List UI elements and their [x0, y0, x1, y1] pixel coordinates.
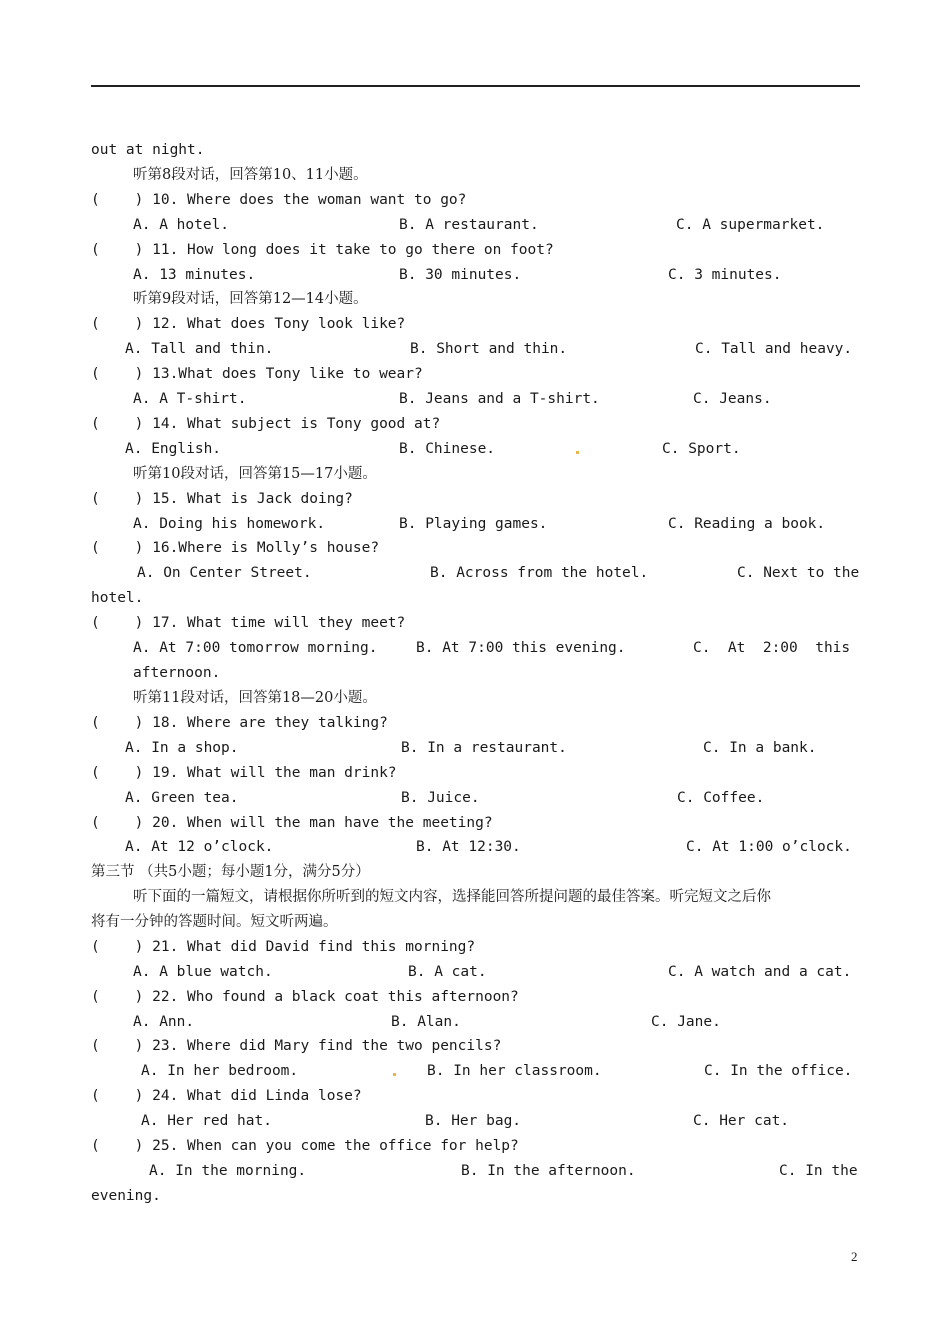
header-rule	[91, 85, 860, 87]
text-line: C. In the office.	[704, 1063, 853, 1079]
text-line: evening.	[91, 1188, 161, 1204]
text-line: 听第11段对话，回答第18—20小题。	[133, 690, 377, 706]
text-line: 第三节 （共5小题；每小题1分，满分5分）	[91, 864, 370, 880]
text-line: B. At 12:30.	[416, 839, 521, 855]
text-line: ( ) 12. What does Tony look like?	[91, 316, 406, 332]
text-line: B. In her classroom.	[427, 1063, 602, 1079]
text-line: C. In the	[779, 1163, 858, 1179]
text-line: B. Chinese.	[399, 441, 496, 457]
text-line: B. 30 minutes.	[399, 267, 522, 283]
text-line: ( ) 18. Where are they talking?	[91, 715, 388, 731]
text-line: ( ) 21. What did David find this morning?	[91, 939, 476, 955]
text-line: ( ) 24. What did Linda lose?	[91, 1088, 362, 1104]
text-line: A. In a shop.	[125, 740, 239, 756]
text-line: C. At 1:00 o’clock.	[686, 839, 852, 855]
text-line: 听第9段对话，回答第12—14小题。	[133, 291, 368, 307]
text-line: B. At 7:00 this evening.	[416, 640, 626, 656]
text-line: C. Her cat.	[693, 1113, 790, 1129]
text-line: hotel.	[91, 590, 144, 606]
text-line: A. A hotel.	[133, 217, 230, 233]
page-number: 2	[851, 1249, 858, 1264]
text-line: A. A blue watch.	[133, 964, 273, 980]
text-line: A. Green tea.	[125, 790, 239, 806]
text-line: C. Next to the	[737, 565, 860, 581]
text-line: A. At 7:00 tomorrow morning.	[133, 640, 378, 656]
text-line: C. A supermarket.	[676, 217, 825, 233]
text-line: A. A T-shirt.	[133, 391, 247, 407]
text-line: C. At 2:00 this	[693, 640, 851, 656]
text-line: A. Ann.	[133, 1014, 195, 1030]
text-line: A. Her red hat.	[141, 1113, 272, 1129]
text-line: 听第8段对话，回答第10、11小题。	[133, 167, 368, 183]
text-line: B. Playing games.	[399, 516, 548, 532]
text-line: ( ) 25. When can you come the office for help?	[91, 1138, 519, 1154]
text-line: ( ) 10. Where does the woman want to go?	[91, 192, 467, 208]
text-line: A. English.	[125, 441, 222, 457]
text-line: B. Juice.	[401, 790, 480, 806]
text-line: A. Tall and thin.	[125, 341, 274, 357]
text-line: A. At 12 o’clock.	[125, 839, 274, 855]
text-line: B. In a restaurant.	[401, 740, 567, 756]
text-line: ( ) 11. How long does it take to go there on foot?	[91, 242, 554, 258]
text-line: 将有一分钟的答题时间。短文听两遍。	[91, 914, 338, 930]
text-line: ( ) 14. What subject is Tony good at?	[91, 416, 441, 432]
text-line: C. Coffee.	[677, 790, 765, 806]
text-line: B. Her bag.	[425, 1113, 522, 1129]
text-line: C. Jane.	[651, 1014, 721, 1030]
text-line: ( ) 17. What time will they meet?	[91, 615, 406, 631]
text-line: C. In a bank.	[703, 740, 817, 756]
text-line: 听第10段对话，回答第15—17小题。	[133, 466, 377, 482]
text-line: C. Reading a book.	[668, 516, 826, 532]
decorative-dot	[393, 1073, 396, 1076]
decorative-dot	[576, 451, 579, 454]
text-line: ( ) 20. When will the man have the meeting?	[91, 815, 493, 831]
text-line: A. 13 minutes.	[133, 267, 256, 283]
text-line: ( ) 22. Who found a black coat this afternoon?	[91, 989, 519, 1005]
text-line: A. On Center Street.	[137, 565, 312, 581]
text-line: A. In her bedroom.	[141, 1063, 299, 1079]
text-line: B. A cat.	[408, 964, 487, 980]
text-line: out at night.	[91, 142, 205, 158]
text-line: B. Short and thin.	[410, 341, 568, 357]
text-line: B. Alan.	[391, 1014, 461, 1030]
text-line: C. Sport.	[662, 441, 741, 457]
text-line: B. Jeans and a T-shirt.	[399, 391, 600, 407]
text-line: ( ) 16.Where is Molly’s house?	[91, 540, 380, 556]
text-line: A. Doing his homework.	[133, 516, 326, 532]
text-line: C. Tall and heavy.	[695, 341, 853, 357]
text-line: ( ) 23. Where did Mary find the two pencils?	[91, 1038, 502, 1054]
text-line: C. A watch and a cat.	[668, 964, 852, 980]
text-line: ( ) 13.What does Tony like to wear?	[91, 366, 423, 382]
text-line: A. In the morning.	[149, 1163, 307, 1179]
text-line: ( ) 15. What is Jack doing?	[91, 491, 353, 507]
text-line: B. In the afternoon.	[461, 1163, 636, 1179]
text-line: C. 3 minutes.	[668, 267, 782, 283]
text-line: C. Jeans.	[693, 391, 772, 407]
text-line: B. Across from the hotel.	[430, 565, 649, 581]
text-line: B. A restaurant.	[399, 217, 539, 233]
text-line: afternoon.	[133, 665, 221, 681]
text-line: 听下面的一篇短文，请根据你所听到的短文内容，选择能回答所提问题的最佳答案。听完短文之后你	[133, 889, 771, 905]
text-line: ( ) 19. What will the man drink?	[91, 765, 397, 781]
